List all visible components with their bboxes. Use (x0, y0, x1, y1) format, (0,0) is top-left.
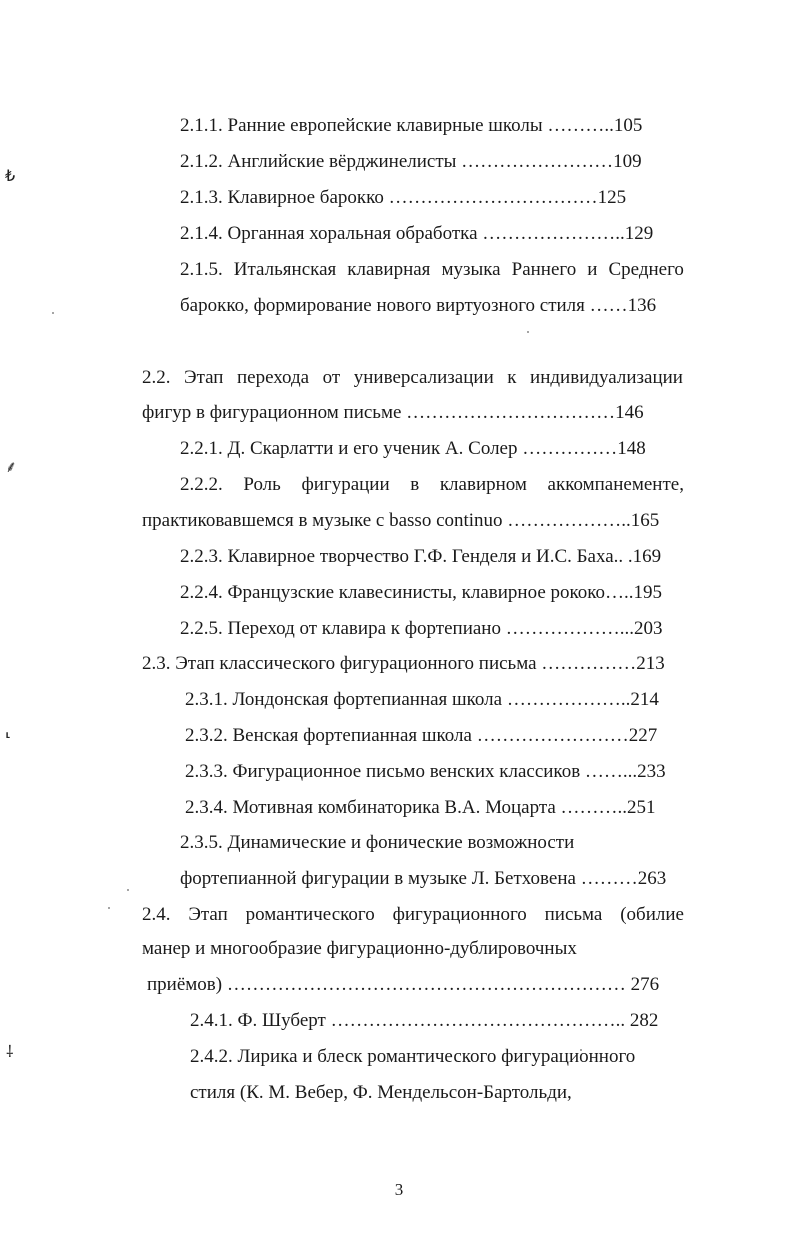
toc-entry-2-4-line-1 (142, 903, 684, 927)
toc-entry-2-2-line-1 (142, 366, 683, 390)
word: Этап (184, 367, 224, 388)
toc-entry-2-2-5: 2.2.5. Переход от клавира к фортепиано ………………...203 (180, 618, 663, 639)
toc-entry-2-3-5-line-2: фортепианной фигурации в музыке Л. Бетховена ………263 (180, 868, 667, 889)
word: 2.2. (142, 367, 171, 388)
toc-entry-2-2-2-line-1 (180, 473, 684, 497)
word: индивидуализации (530, 367, 683, 388)
toc-entry-2-3-2: 2.3.2. Венская фортепианная школа ……………………227 (185, 725, 658, 746)
word: романтического (245, 904, 375, 925)
toc-entry-2-4-line-2: манер и многообразие фигурационно-дублировочных (142, 938, 577, 959)
word: аккомпанементе, (547, 474, 684, 495)
word: клавирная (347, 259, 431, 280)
toc-entry-2-3-4: 2.3.4. Мотивная комбинаторика В.А. Моцарта ………..251 (185, 797, 656, 818)
word: универсализации (353, 367, 494, 388)
margin-mark-3: ⸤ (5, 721, 12, 740)
word: 2.2.2. (180, 474, 223, 495)
toc-entry-2-2-1: 2.2.1. Д. Скарлатти и его ученик А. Солер ……………148 (180, 438, 646, 459)
toc-entry-2-3: 2.3. Этап классического фигурационного письма ……………213 (142, 653, 665, 674)
word: Роль (243, 474, 281, 495)
word: клавирном (439, 474, 527, 495)
word: от (322, 367, 341, 388)
word: Итальянская (233, 259, 337, 280)
scan-speck (52, 312, 54, 314)
word: к (507, 367, 517, 388)
margin-mark-1: ₺ (5, 166, 16, 185)
toc-entry-2-4-1: 2.4.1. Ф. Шуберт ……………………………………….. 282 (190, 1010, 659, 1031)
toc-entry-2-1-1: 2.1.1. Ранние европейские клавирные школы ………..105 (180, 115, 643, 136)
scan-speck (527, 331, 529, 333)
toc-entry-2-2-line-2: фигур в фигурационном письме ……………………………146 (142, 402, 644, 423)
toc-entry-2-4-2-line-1: 2.4.2. Лирика и блеск романтического фигурационного (190, 1046, 636, 1067)
word: (обилие (620, 904, 684, 925)
word: перехода (237, 367, 310, 388)
word: 2.1.5. (180, 259, 223, 280)
toc-entry-2-3-5-line-1: 2.3.5. Динамические и фонические возможности (180, 832, 575, 853)
word: 2.4. (142, 904, 171, 925)
scan-speck (127, 889, 129, 891)
toc-entry-2-3-3: 2.3.3. Фигурационное письмо венских классиков ……...233 (185, 761, 666, 782)
word: Этап (188, 904, 228, 925)
word: письма (544, 904, 603, 925)
toc-entry-2-1-5-line-2: барокко, формирование нового виртуозного стиля ……136 (180, 295, 657, 316)
margin-mark-4: ⸸ (6, 1042, 14, 1061)
word: музыка (441, 259, 501, 280)
margin-mark-2: ⸙ (5, 457, 18, 476)
toc-entry-2-1-3: 2.1.3. Клавирное барокко ……………………………125 (180, 187, 627, 208)
toc-entry-2-3-1: 2.3.1. Лондонская фортепианная школа ………………..214 (185, 689, 659, 710)
word: фигурационного (392, 904, 527, 925)
toc-entry-2-4-2-line-2: стиля (К. М. Вебер, Ф. Мендельсон-Бартольди, (190, 1082, 572, 1103)
toc-entry-2-2-2-line-2: практиковавшемся в музыке с basso continuo ………………..165 (142, 510, 660, 531)
page-number: 3 (394, 1180, 404, 1199)
word: Среднего (608, 259, 684, 280)
word: фигурации (301, 474, 390, 495)
word: Раннего (511, 259, 577, 280)
toc-entry-2-1-4: 2.1.4. Органная хоральная обработка …………………..129 (180, 223, 654, 244)
word: и (587, 259, 598, 280)
toc-entry-2-1-2: 2.1.2. Английские вёрджинелисты ……………………109 (180, 151, 642, 172)
toc-entry-2-1-5-line-1 (180, 258, 684, 282)
word: в (410, 474, 420, 495)
toc-entry-2-4-line-3: приёмов) ……………………………………………………… 276 (147, 974, 660, 995)
toc-entry-2-2-4: 2.2.4. Французские клавесинисты, клавирное рококо…..195 (180, 582, 663, 603)
scan-speck (108, 907, 110, 909)
toc-entry-2-2-3: 2.2.3. Клавирное творчество Г.Ф. Генделя и И.С. Баха.. .169 (180, 546, 662, 567)
